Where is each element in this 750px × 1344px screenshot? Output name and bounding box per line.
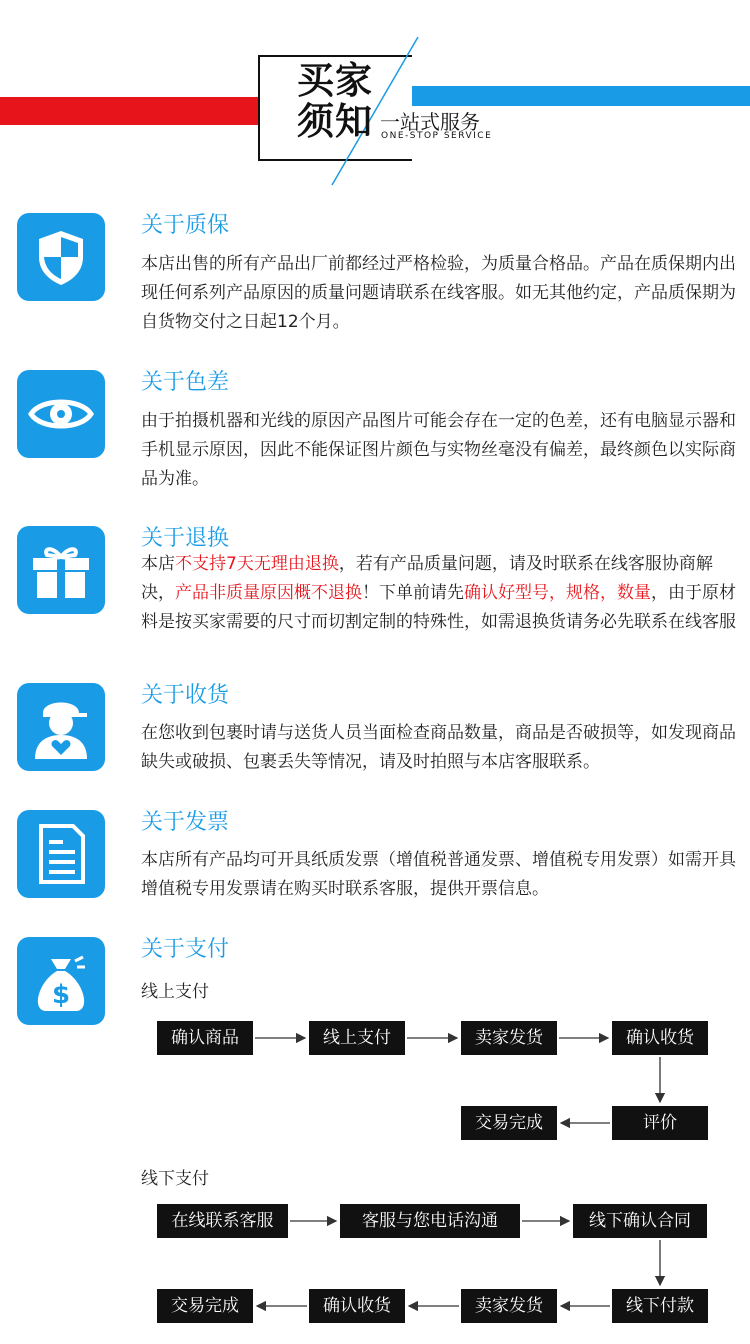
page-title: [297, 60, 373, 142]
header-red-stripe: [0, 97, 285, 125]
offline-step-confirm-contract: 线下确认合同: [573, 1204, 707, 1238]
online-step-review: 评价: [612, 1106, 708, 1140]
offline-step-phone-call: 客服与您电话沟通: [340, 1204, 520, 1238]
warranty-icon-box: [17, 213, 105, 301]
online-payment-label: 线上支付: [141, 982, 209, 1002]
title-line-2: 须知: [297, 100, 373, 143]
delivery-person-icon: [17, 683, 105, 771]
eye-icon: [17, 370, 105, 458]
offline-step-contact-service: 在线联系客服: [157, 1204, 288, 1238]
offline-step-seller-ship: 卖家发货: [461, 1289, 557, 1323]
online-step-seller-ship: 卖家发货: [461, 1021, 557, 1055]
return-text-4: ，由于原材料是按买家需要的尺寸而切割定制的特殊性，如需退换货请务必先联系在线客服: [141, 583, 736, 632]
gift-icon: [17, 526, 105, 614]
section-title-receiving: 关于收货: [141, 683, 230, 708]
online-step-complete: 交易完成: [461, 1106, 557, 1140]
section-title-invoice: 关于发票: [141, 810, 230, 835]
shield-icon: [17, 213, 105, 301]
section-body-receiving: 在您收到包裹时请与送货人员当面检查商品数量，商品是否破损等，如发现商品缺失或破损、包裹丢失等情况，请及时拍照与本店客服联系。: [141, 723, 736, 772]
section-title-warranty: 关于质保: [141, 213, 230, 238]
offline-payment-label: 线下支付: [141, 1169, 209, 1189]
return-highlight-confirm-spec: 确认好型号，规格，数量: [464, 583, 651, 603]
online-step-confirm-receipt: 确认收货: [612, 1021, 708, 1055]
offline-step-complete: 交易完成: [157, 1289, 253, 1323]
section-body-return: [141, 550, 736, 637]
section-body-invoice: 本店所有产品均可开具纸质发票（增值税普通发票、增值税专用发票）如需开具增值税专用发票请在购买时联系客服，提供开票信息。: [141, 850, 736, 899]
offline-step-confirm-receipt: 确认收货: [309, 1289, 405, 1323]
return-text-2: ，若有产品质量问题，请及时联系在线客服协商解决，: [141, 554, 713, 603]
section-body-warranty: 本店出售的所有产品出厂前都经过严格检验，为质量合格品。产品在质保期内出现任何系列产品原因的质量问题请联系在线客服。如无其他约定，产品质保期为自货物交付之日起12个月。: [141, 254, 736, 332]
return-text-1: 本店: [141, 554, 175, 574]
section-title-color: 关于色差: [141, 370, 230, 395]
color-icon-box: [17, 370, 105, 458]
title-line-1: 买家: [297, 59, 373, 102]
header-subtitle: 一站式服务: [380, 110, 480, 134]
section-body-color: 由于拍摄机器和光线的原因产品图片可能会存在一定的色差，还有电脑显示器和手机显示原因，因此不能保证图片颜色与实物丝毫没有偏差，最终颜色以实际商品为准。: [141, 411, 736, 489]
online-step-online-pay: 线上支付: [309, 1021, 405, 1055]
receiving-icon-box: [17, 683, 105, 771]
header-subtitle-en: ONE-STOP SERVICE: [381, 131, 493, 141]
document-icon: [17, 810, 105, 898]
payment-icon-box: [17, 937, 105, 1025]
section-title-return: 关于退换: [141, 526, 230, 551]
invoice-icon-box: [17, 810, 105, 898]
offline-step-offline-pay: 线下付款: [612, 1289, 708, 1323]
return-icon-box: [17, 526, 105, 614]
return-text-3: ！下单前请先: [362, 583, 464, 603]
section-title-payment: 关于支付: [141, 937, 230, 962]
money-bag-icon: [17, 937, 105, 1025]
return-highlight-no-7day: 不支持7天无理由退换: [175, 554, 339, 574]
online-step-confirm-goods: 确认商品: [157, 1021, 253, 1055]
svg-text:$: $: [51, 980, 71, 1010]
return-highlight-no-refund: 产品非质量原因概不退换: [175, 583, 362, 603]
